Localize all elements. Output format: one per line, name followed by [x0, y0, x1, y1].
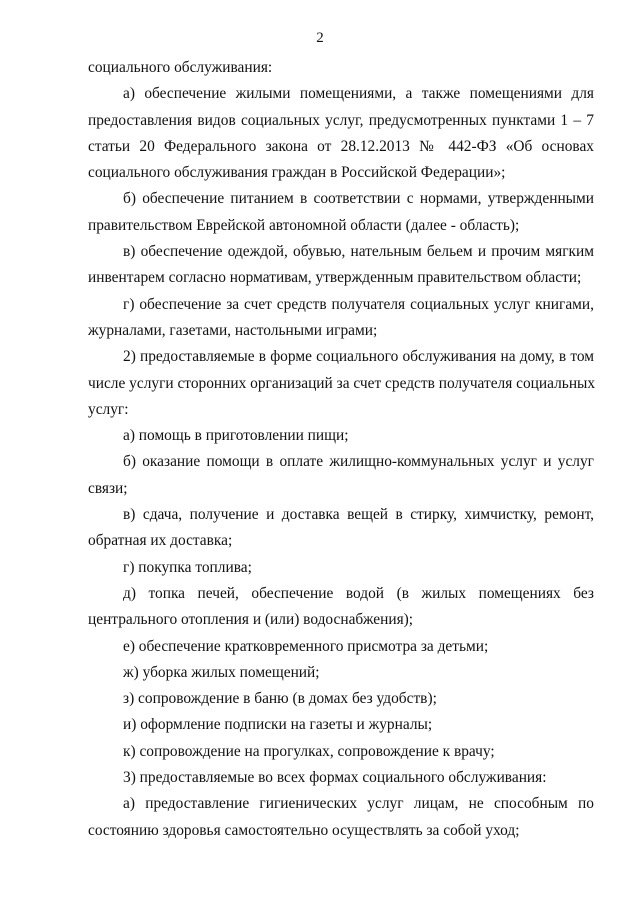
text-line: а) помощь в приготовлении пищи; [123, 427, 349, 445]
paragraph [88, 634, 594, 660]
text-line: з) сопровождение в баню (в домах без удобств); [123, 690, 437, 708]
text-line: б) обеспечение питанием в соответствии с нормами, утвержденными [123, 190, 594, 208]
text-line: инвентарем согласно нормативам, утвержденным правительством области; [88, 269, 582, 287]
paragraph [88, 186, 594, 239]
paragraph [88, 555, 594, 581]
paragraph [88, 660, 594, 686]
text-line: г) покупка топлива; [123, 558, 252, 576]
paragraph [88, 502, 594, 555]
text-line: ж) уборка жилых помещений; [123, 663, 320, 681]
text-line: а) обеспечение жилыми помещениями, а также помещениями для [123, 85, 594, 103]
text-line: 3) предоставляемые во всех формах социального обслуживания: [123, 769, 547, 787]
text-line: и) оформление подписки на газеты и журналы; [123, 716, 433, 734]
text-line: 2) предоставляемые в форме социального обслуживания на дому, в том [123, 348, 594, 366]
text-line: связи; [88, 479, 128, 497]
document-body [88, 55, 594, 844]
text-line: а) предоставление гигиенических услуг лицам, не способным по [123, 795, 594, 813]
text-line: обратная их доставка; [88, 532, 233, 550]
text-line: е) обеспечение кратковременного присмотра за детьми; [123, 637, 489, 655]
paragraph [88, 739, 594, 765]
paragraph [88, 81, 594, 186]
paragraph [88, 449, 594, 502]
text-line: социального обслуживания: [88, 59, 273, 76]
text-line: г) обеспечение за счет средств получателя социальных услуг книгами, [123, 295, 594, 313]
paragraph [88, 686, 594, 712]
text-line: б) оказание помощи в оплате жилищно-коммунальных услуг и услуг [123, 453, 594, 471]
text-line: числе услуги сторонних организаций за счет средств получателя социальных [88, 374, 596, 392]
paragraph [88, 292, 594, 345]
paragraph [88, 581, 594, 634]
text-line: статьи 20 Федерального закона от 28.12.2013 № 442-ФЗ «Об основах [88, 137, 594, 155]
paragraph [88, 791, 594, 844]
text-line: в) обеспечение одеждой, обувью, нательным бельем и прочим мягким [123, 243, 594, 261]
text-line: в) сдача, получение и доставка вещей в стирку, химчистку, ремонт, [123, 506, 594, 524]
page-number: 2 [316, 30, 324, 46]
paragraph [88, 712, 594, 738]
text-line: социального обслуживания граждан в Российской Федерации»; [88, 164, 506, 182]
text-line: правительством Еврейской автономной области (далее - область); [88, 216, 520, 234]
text-line: предоставления видов социальных услуг, предусмотренных пунктами 1 – 7 [88, 111, 594, 129]
text-line: к) сопровождение на прогулках, сопровождение к врачу; [123, 742, 495, 760]
paragraph [88, 344, 594, 423]
text-line: услуг: [88, 400, 129, 418]
text-line: состоянию здоровья самостоятельно осуществлять за собой уход; [88, 821, 520, 839]
paragraph [88, 239, 594, 292]
paragraph [88, 55, 594, 81]
text-line: центрального отопления и (или) водоснабжения); [88, 611, 414, 629]
paragraph [88, 423, 594, 449]
paragraph [88, 765, 594, 791]
text-line: д) топка печей, обеспечение водой (в жилых помещениях без [123, 584, 594, 602]
text-line: журналами, газетами, настольными играми; [88, 321, 378, 339]
